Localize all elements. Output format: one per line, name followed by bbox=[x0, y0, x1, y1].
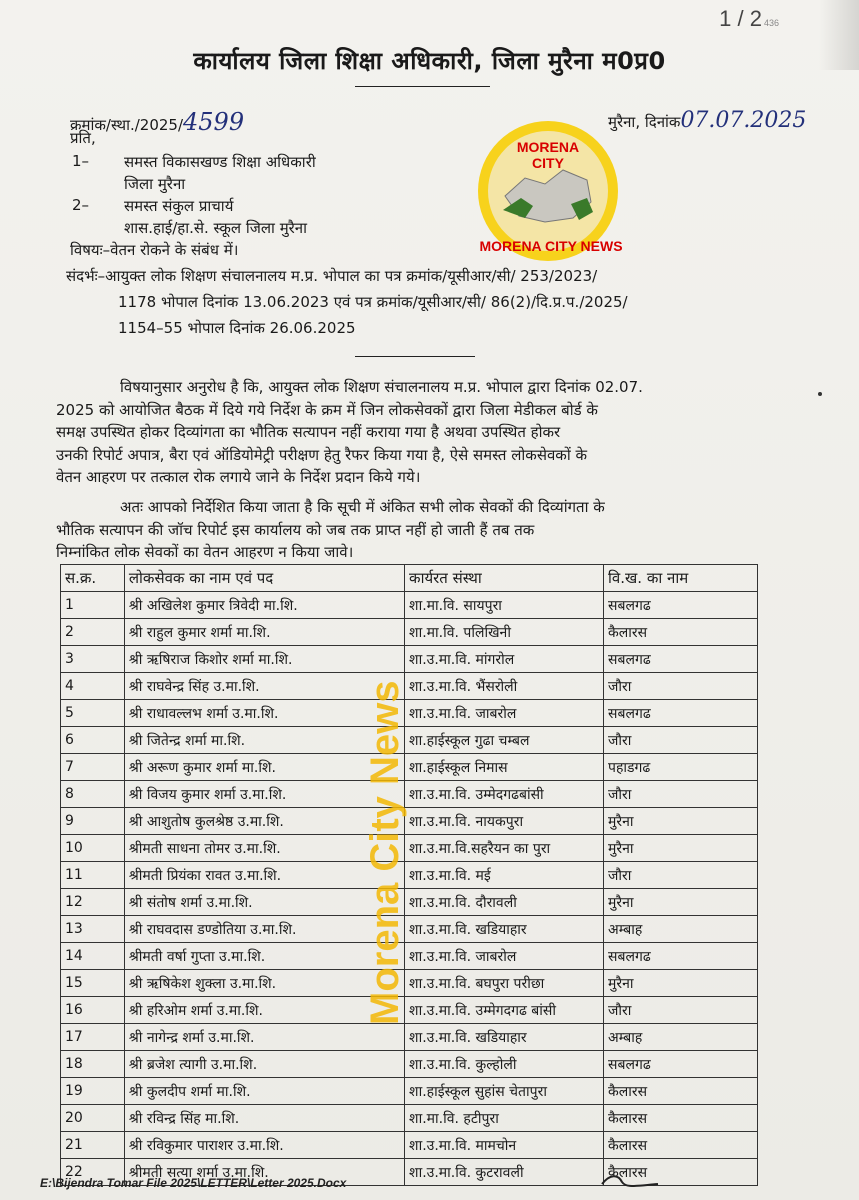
recipient-1-number: 1– bbox=[72, 152, 90, 170]
cell-block: कैलारस bbox=[604, 1132, 758, 1159]
table-row bbox=[61, 835, 758, 862]
logo-banner: MORENA CITY NEWS bbox=[479, 238, 623, 254]
table-header-row bbox=[61, 565, 758, 592]
recipient-2-number: 2– bbox=[72, 196, 90, 214]
reference-line-2: 1178 भोपाल दिनांक 13.06.2023 एवं पत्र क्रमांक/यूसीआर/सी/ 86(2)/दि.प्र.प./2025/ bbox=[118, 293, 628, 311]
cell-name: श्री राघवदास डण्डोतिया उ.मा.शि. bbox=[124, 916, 404, 943]
cell-serial: 17 bbox=[61, 1024, 125, 1051]
cell-institution: शा.उ.मा.वि. उम्मेगदगढ बांसी bbox=[405, 997, 604, 1024]
cell-serial: 4 bbox=[61, 673, 125, 700]
cell-block: अम्बाह bbox=[604, 1024, 758, 1051]
signature-mark-icon bbox=[600, 1170, 660, 1190]
cell-block: मुरैना bbox=[604, 835, 758, 862]
cell-institution: शा.उ.मा.वि. भैंसरोली bbox=[405, 673, 604, 700]
cell-institution: शा.हाईस्कूल सुहांस चेतापुरा bbox=[405, 1078, 604, 1105]
table-row bbox=[61, 754, 758, 781]
cell-institution: शा.उ.मा.वि. बघपुरा परीछा bbox=[405, 970, 604, 997]
para2-line: अतः आपको निर्देशित किया जाता है कि सूची में अंकित सभी लोक सेवकों की दिव्यांगता के bbox=[120, 498, 605, 516]
cell-institution: शा.उ.मा.वि. जाबरोल bbox=[405, 943, 604, 970]
cell-name: श्रीमती सत्या शर्मा उ.मा.शि. bbox=[124, 1159, 404, 1186]
cell-institution: शा.उ.मा.वि. कुल्होली bbox=[405, 1051, 604, 1078]
cell-block: सबलगढ bbox=[604, 700, 758, 727]
cell-name: श्री रविन्द्र सिंह मा.शि. bbox=[124, 1105, 404, 1132]
table-body bbox=[61, 592, 758, 1186]
cell-institution: शा.मा.वि. पलिखिनी bbox=[405, 619, 604, 646]
cell-name: श्री राधावल्लभ शर्मा उ.मा.शि. bbox=[124, 700, 404, 727]
cell-name: श्री राघवेन्द्र सिंह उ.मा.शि. bbox=[124, 673, 404, 700]
date-prefix: मुरैना, दिनांक bbox=[608, 113, 681, 131]
heading-underline bbox=[355, 86, 490, 87]
cell-institution: शा.उ.मा.वि. खडियाहार bbox=[405, 1024, 604, 1051]
cell-institution: शा.मा.वि. हटीपुरा bbox=[405, 1105, 604, 1132]
para1-line: उनकी रिपोर्ट अपात्र, बैरा एवं ऑडियोमेट्री परीक्षण हेतु रैफर किया गया है, ऐसे समस्त लोकसेवकों के bbox=[56, 445, 588, 464]
cell-institution: शा.उ.मा.वि. दौरावली bbox=[405, 889, 604, 916]
cell-block: मुरैना bbox=[604, 889, 758, 916]
logo-mid-text: CITY bbox=[532, 155, 564, 171]
cell-name: श्री ऋषिराज किशोर शर्मा मा.शि. bbox=[124, 646, 404, 673]
recipient-2-line2: शास.हाई/हा.से. स्कूल जिला मुरैना bbox=[124, 219, 308, 237]
margin-dot bbox=[818, 392, 822, 396]
cell-institution: शा.उ.मा.वि. उम्मेदगढबांसी bbox=[405, 781, 604, 808]
table-row bbox=[61, 943, 758, 970]
cell-institution: शा.उ.मा.वि. मामचोन bbox=[405, 1132, 604, 1159]
table-row bbox=[61, 727, 758, 754]
cell-name: श्री आशुतोष कुलश्रेष्ठ उ.मा.शि. bbox=[124, 808, 404, 835]
cell-block: जौरा bbox=[604, 997, 758, 1024]
cell-name: श्री अखिलेश कुमार त्रिवेदी मा.शि. bbox=[124, 592, 404, 619]
cell-serial: 3 bbox=[61, 646, 125, 673]
cell-institution: शा.उ.मा.वि. नायकपुरा bbox=[405, 808, 604, 835]
cell-block: पहाडगढ bbox=[604, 754, 758, 781]
reference-separator bbox=[355, 356, 475, 357]
cell-block: मुरैना bbox=[604, 970, 758, 997]
kramank-prefix: क्रमांक/स्था./2025/ bbox=[70, 116, 184, 134]
para2-line: निम्नांकित लोक सेवकों का वेतन आहरण न किया जावे। bbox=[56, 543, 354, 561]
cell-name: श्री संतोष शर्मा उ.मा.शि. bbox=[124, 889, 404, 916]
cell-serial: 13 bbox=[61, 916, 125, 943]
recipient-2-line1: समस्त संकुल प्राचार्य bbox=[124, 197, 234, 215]
table-row bbox=[61, 700, 758, 727]
cell-serial: 21 bbox=[61, 1132, 125, 1159]
cell-serial: 5 bbox=[61, 700, 125, 727]
cell-block: कैलारस bbox=[604, 1105, 758, 1132]
page-number-small: 436 bbox=[763, 18, 779, 28]
cell-serial: 16 bbox=[61, 997, 125, 1024]
body-paragraph-2 bbox=[56, 496, 808, 564]
table-row bbox=[61, 916, 758, 943]
cell-block: जौरा bbox=[604, 673, 758, 700]
cell-serial: 18 bbox=[61, 1051, 125, 1078]
cell-institution: शा.मा.वि. सायपुरा bbox=[405, 592, 604, 619]
cell-name: श्री ब्रजेश त्यागी उ.मा.शि. bbox=[124, 1051, 404, 1078]
watermark-text: Morena City News bbox=[363, 680, 407, 1025]
cell-name: श्री नागेन्द्र शर्मा उ.मा.शि. bbox=[124, 1024, 404, 1051]
table-row bbox=[61, 997, 758, 1024]
cell-serial: 20 bbox=[61, 1105, 125, 1132]
table-row bbox=[61, 1078, 758, 1105]
cell-serial: 14 bbox=[61, 943, 125, 970]
cell-serial: 8 bbox=[61, 781, 125, 808]
cell-name: श्रीमती प्रियंका रावत उ.मा.शि. bbox=[124, 862, 404, 889]
staff-table bbox=[60, 564, 758, 1186]
cell-block: जौरा bbox=[604, 727, 758, 754]
table-row bbox=[61, 1132, 758, 1159]
body-paragraph-1 bbox=[56, 376, 808, 489]
cell-serial: 9 bbox=[61, 808, 125, 835]
para2-line: भौतिक सत्यापन की जॉच रिपोर्ट इस कार्यालय को जब तक प्राप्त नहीं हो जाती हैं तब तक bbox=[56, 520, 535, 539]
table-row bbox=[61, 1105, 758, 1132]
para1-line: विषयानुसार अनुरोध है कि, आयुक्त लोक शिक्षण संचालनालय म.प्र. भोपाल द्वारा दिनांक 02.07. bbox=[120, 378, 643, 396]
col-header-serial: स.क्र. bbox=[61, 565, 125, 592]
cell-serial: 1 bbox=[61, 592, 125, 619]
col-header-block: वि.ख. का नाम bbox=[604, 565, 758, 592]
para1-line: समक्ष उपस्थित होकर दिव्यांगता का भौतिक सत्यापन नहीं कराया गया है अथवा उपस्थित होकर bbox=[56, 423, 561, 441]
table-row bbox=[61, 808, 758, 835]
cell-institution: शा.उ.मा.वि.सहरैयन का पुरा bbox=[405, 835, 604, 862]
cell-institution: शा.हाईस्कूल निमास bbox=[405, 754, 604, 781]
cell-block: सबलगढ bbox=[604, 646, 758, 673]
cell-name: श्री रविकुमार पाराशर उ.मा.शि. bbox=[124, 1132, 404, 1159]
cell-name: श्री राहुल कुमार शर्मा मा.शि. bbox=[124, 619, 404, 646]
table-row bbox=[61, 1024, 758, 1051]
table-row bbox=[61, 619, 758, 646]
cell-serial: 22 bbox=[61, 1159, 125, 1186]
cell-block: जौरा bbox=[604, 781, 758, 808]
page-number-text: 1 / 2 bbox=[719, 6, 762, 31]
recipient-1-line2: जिला मुरैना bbox=[124, 175, 186, 193]
cell-serial: 11 bbox=[61, 862, 125, 889]
file-path-footer: E:\Bijendra Tomar File 2025\LETTER\Letter 2025.Docx bbox=[40, 1176, 347, 1190]
page-number bbox=[719, 6, 779, 32]
cell-block: मुरैना bbox=[604, 808, 758, 835]
cell-block: कैलारस bbox=[604, 619, 758, 646]
cell-name: श्रीमती साधना तोमर उ.मा.शि. bbox=[124, 835, 404, 862]
cell-block: जौरा bbox=[604, 862, 758, 889]
table-row bbox=[61, 646, 758, 673]
cell-serial: 12 bbox=[61, 889, 125, 916]
cell-name: श्री हरिओम शर्मा उ.मा.शि. bbox=[124, 997, 404, 1024]
cell-block: अम्बाह bbox=[604, 916, 758, 943]
cell-name: श्रीमती वर्षा गुप्ता उ.मा.शि. bbox=[124, 943, 404, 970]
cell-name: श्री अरूण कुमार शर्मा मा.शि. bbox=[124, 754, 404, 781]
cell-block: कैलारस bbox=[604, 1078, 758, 1105]
cell-institution: शा.उ.मा.वि. मई bbox=[405, 862, 604, 889]
cell-serial: 2 bbox=[61, 619, 125, 646]
logo-top-text: MORENA bbox=[516, 139, 580, 155]
cell-name: श्री जितेन्द्र शर्मा मा.शि. bbox=[124, 727, 404, 754]
col-header-institution: कार्यरत संस्था bbox=[405, 565, 604, 592]
para1-line: 2025 को आयोजित बैठक में दिये गये निर्देश के क्रम में जिन लोकसेवकों द्वारा जिला मेडीकल बोर्ड के bbox=[56, 400, 598, 419]
cell-block: सबलगढ bbox=[604, 943, 758, 970]
cell-block: कैलारस bbox=[604, 1159, 758, 1186]
table-row bbox=[61, 889, 758, 916]
date-line bbox=[608, 108, 806, 133]
subject-line: विषयः–वेतन रोकने के संबंध में। bbox=[70, 241, 239, 259]
cell-serial: 19 bbox=[61, 1078, 125, 1105]
cell-institution: शा.उ.मा.वि. जाबरोल bbox=[405, 700, 604, 727]
cell-name: श्री ऋषिकेश शुक्ला उ.मा.शि. bbox=[124, 970, 404, 997]
table-row bbox=[61, 1051, 758, 1078]
table-row bbox=[61, 673, 758, 700]
reference-line-3: 1154–55 भोपाल दिनांक 26.06.2025 bbox=[118, 319, 356, 337]
kramank-number: 4599 bbox=[183, 108, 245, 136]
cell-institution: शा.उ.मा.वि. मांगरोल bbox=[405, 646, 604, 673]
cell-name: श्री कुलदीप शर्मा मा.शि. bbox=[124, 1078, 404, 1105]
cell-serial: 15 bbox=[61, 970, 125, 997]
cell-block: सबलगढ bbox=[604, 592, 758, 619]
col-header-name: लोकसेवक का नाम एवं पद bbox=[124, 565, 404, 592]
recipient-1-line1: समस्त विकासखण्ड शिक्षा अधिकारी bbox=[124, 153, 316, 171]
cell-serial: 7 bbox=[61, 754, 125, 781]
table-row bbox=[61, 862, 758, 889]
cell-serial: 10 bbox=[61, 835, 125, 862]
kramank-line bbox=[70, 108, 244, 136]
table-row bbox=[61, 970, 758, 997]
reference-line-1: संदर्भः–आयुक्त लोक शिक्षण संचालनालय म.प्र. भोपाल का पत्र क्रमांक/यूसीआर/सी/ 253/2023/ bbox=[66, 267, 598, 285]
cell-institution: शा.हाईस्कूल गुढा चम्बल bbox=[405, 727, 604, 754]
cell-institution: शा.उ.मा.वि. खडियाहार bbox=[405, 916, 604, 943]
table-row bbox=[61, 781, 758, 808]
para1-line: वेतन आहरण पर तत्काल रोक लगाये जाने के निर्देश प्रदान किये गये। bbox=[56, 468, 421, 486]
prati-label: प्रति, bbox=[70, 129, 96, 147]
table-row bbox=[61, 592, 758, 619]
date-value: 07.07.2025 bbox=[680, 108, 807, 133]
cell-institution: शा.उ.मा.वि. कुटरावली bbox=[405, 1159, 604, 1186]
cell-name: श्री विजय कुमार शर्मा उ.मा.शि. bbox=[124, 781, 404, 808]
office-heading: कार्यालय जिला शिक्षा अधिकारी, जिला मुरैना म0प्र0 bbox=[193, 47, 666, 75]
cell-block: सबलगढ bbox=[604, 1051, 758, 1078]
cell-serial: 6 bbox=[61, 727, 125, 754]
